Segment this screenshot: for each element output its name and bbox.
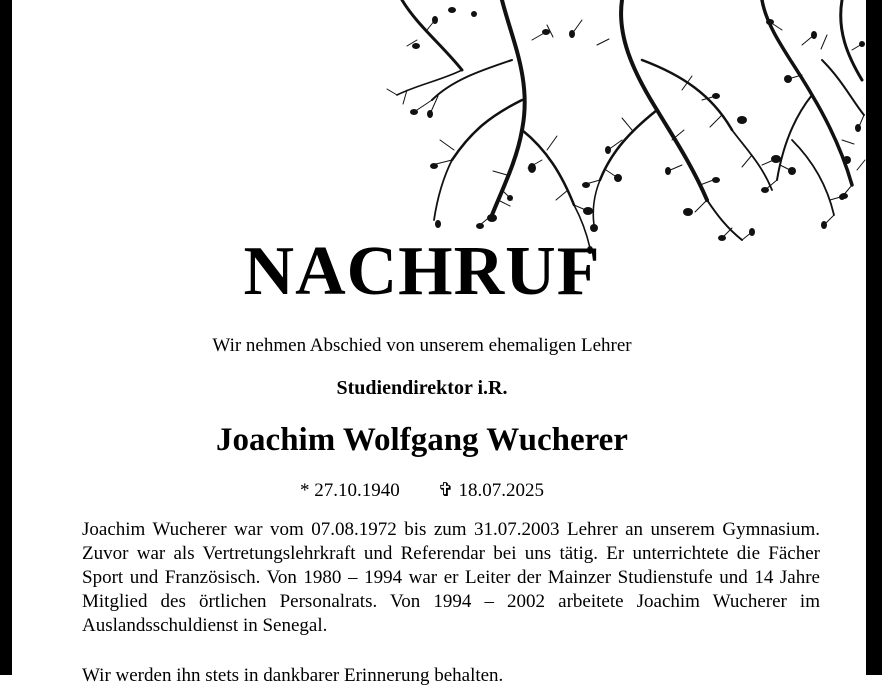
deceased-rank: Studiendirektor i.R. [336, 377, 508, 399]
birth-date: * 27.10.1940 [300, 480, 400, 501]
obituary-body: Joachim Wucherer war vom 07.08.1972 bis zum 31.07.2003 Lehrer an unserem Gymnasium. Zuvor war als Vertretungslehrkraft und Referendar bei uns tätig. Er unterrichtete die Fächer Sport und Französisch. Von 1980 – 1994 war er Leiter der Mainzer Studienstufe und 14 Jahre Mitglied des örtlichen Personalrats. Von 1994 – 2002 arbeitete Joachim Wucherer im Auslandsschuldienst in Senegal. [82, 519, 820, 636]
death-date: ✞ 18.07.2025 [437, 480, 544, 501]
life-dates [12, 480, 832, 502]
obituary-title: NACHRUF [243, 233, 601, 310]
obituary-closing-line: Wir werden ihn stets in dankbarer Erinnerung behalten. [82, 665, 504, 686]
deceased-name: Joachim Wolfgang Wucherer [216, 422, 628, 458]
obituary-intro: Wir nehmen Abschied von unserem ehemaligen Lehrer [212, 335, 632, 356]
obituary-sheet [12, 0, 866, 686]
tree-branches-image [202, 0, 866, 260]
